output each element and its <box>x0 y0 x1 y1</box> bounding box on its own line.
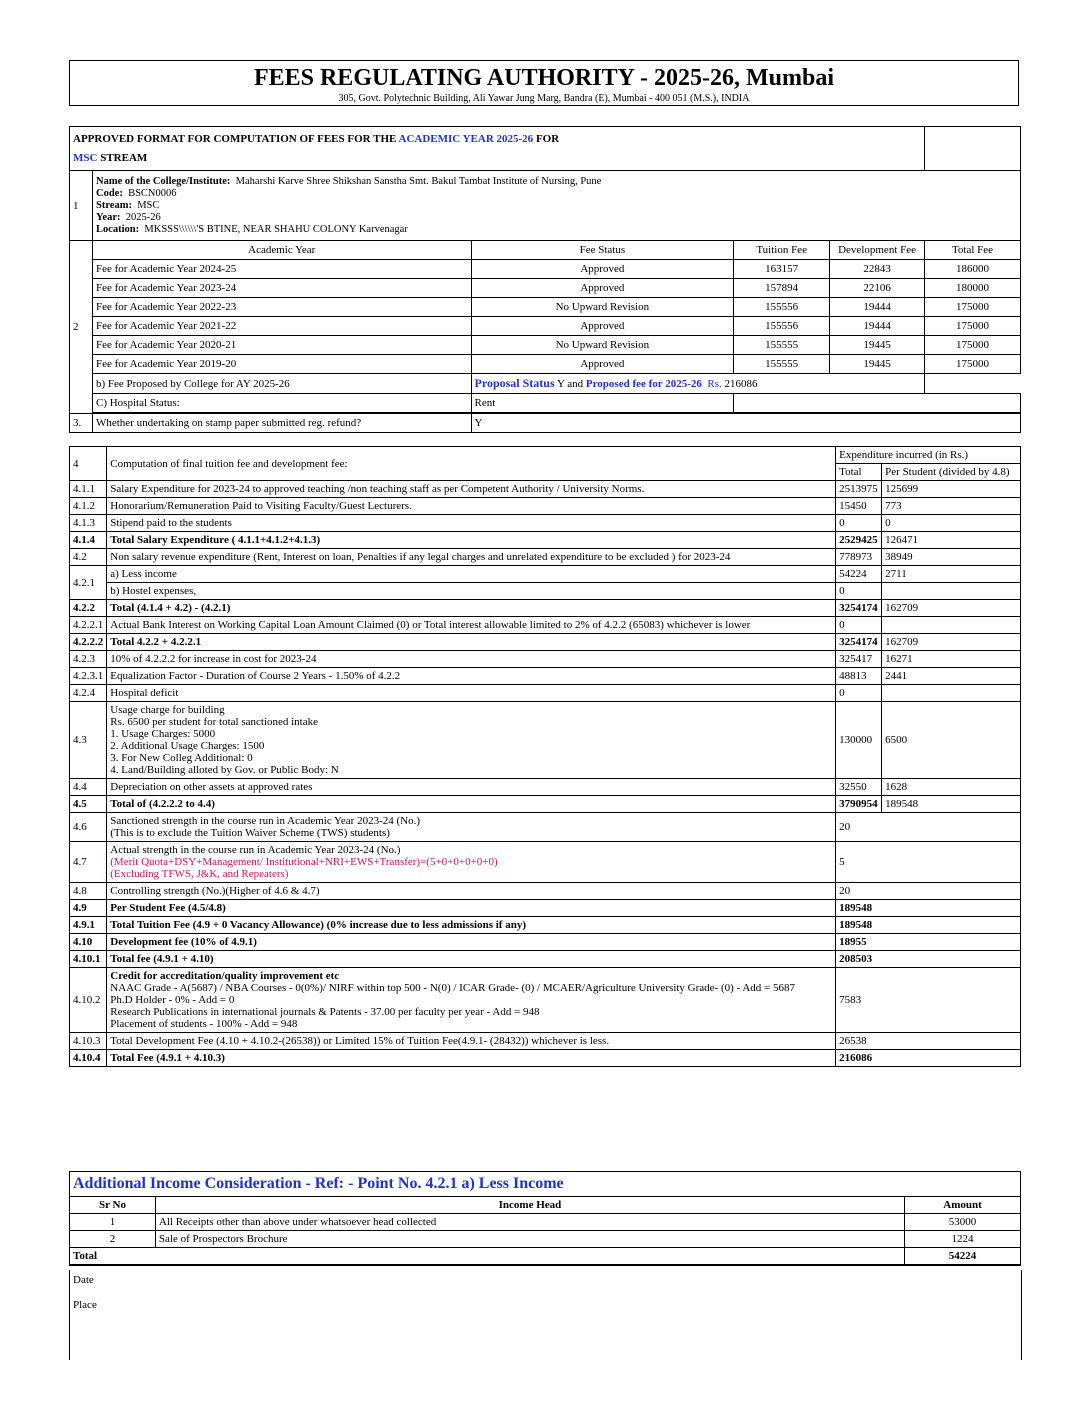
row-number: 4.2.3 <box>70 651 107 668</box>
row-per-student: 1628 <box>882 779 1021 796</box>
row-per-student: 773 <box>882 498 1021 515</box>
row-number: 3. <box>70 414 93 433</box>
computation-row <box>70 796 1021 813</box>
row-number: 4.6 <box>70 813 107 842</box>
row-total: 0 <box>836 685 882 702</box>
row-description: Total Development Fee (4.10 + 4.10.2-(26538)) or Limited 15% of Tuition Fee(4.9.1- (28432)) whichever is less. <box>107 1033 836 1050</box>
row-per-student: 162709 <box>882 634 1021 651</box>
computation-row <box>70 651 1021 668</box>
row-per-student: 189548 <box>882 796 1021 813</box>
computation-row <box>70 481 1021 498</box>
row-description: Total of (4.2.2.2 to 4.4) <box>107 796 836 813</box>
college-info: Name of the College/Institute: Maharshi Karve Shree Shikshan Sanstha Smt. Bakul Tambat Institute of Nursing, Pune Code: BSCN0006 Stream: MSC Year: 2025-26 Location: MKSSS\\\\\\'S BTINE, NEAR SHAHU COLONY Karvenagar <box>92 171 1020 241</box>
row-description: a) Less income <box>107 566 836 583</box>
computation-row <box>70 668 1021 685</box>
row-number: 4.1.1 <box>70 481 107 498</box>
usage-total: 130000 <box>836 702 882 779</box>
row-total: 3254174 <box>836 600 882 617</box>
computation-row <box>70 917 1021 934</box>
credit-details: Credit for accreditation/quality improvement etc NAAC Grade - A(5687) / NBA Courses - 0(0%)/ NIRF within top 500 - N(0) / ICAR Grade- (0) / MCAER/Agriculture University Grade- (0) - Add = 5687 Ph.D Holder - 0% - Add = 0 Research Publications in international journals & Patents - 37.00 per faculty per year - Add = 948 Placement of students - 100% - Add = 948 <box>107 968 836 1033</box>
undertaking-value: Y <box>471 414 1021 433</box>
sanctioned-strength-value: 20 <box>836 813 1021 842</box>
computation-row <box>70 934 1021 951</box>
table-row: 1 All Receipts other than above under whatsoever head collected 53000 <box>70 1214 1021 1231</box>
row-per-student: 2711 <box>882 566 1021 583</box>
total-header: Total <box>836 464 882 481</box>
row-description: Per Student Fee (4.5/4.8) <box>107 900 836 917</box>
page-title: FEES REGULATING AUTHORITY - 2025-26, Mumbai <box>253 65 835 91</box>
row-description: Total fee (4.9.1 + 4.10) <box>107 951 836 968</box>
row-description: Honorarium/Remuneration Paid to Visiting Faculty/Guest Lecturers. <box>107 498 836 515</box>
college-details-table <box>69 126 1021 433</box>
fee-history-row: Fee for Academic Year 2019-20 Approved 155555 19445 175000 <box>70 355 1021 374</box>
date-label: Date <box>73 1274 94 1286</box>
per-student-header: Per Student (divided by 4.8) <box>882 464 1021 481</box>
row-total: 0 <box>836 515 882 532</box>
row-number: 4.9.1 <box>70 917 107 934</box>
blank-cell <box>734 394 1021 413</box>
computation-row <box>70 900 1021 917</box>
additional-income-title: Additional Income Consideration - Ref: - Point No. 4.2.1 a) Less Income <box>70 1172 1021 1197</box>
computation-row <box>70 600 1021 617</box>
row-number: 2 <box>70 241 93 414</box>
row-number: 4.1.2 <box>70 498 107 515</box>
row-per-student <box>882 685 1021 702</box>
authority-address: 305, Govt. Polytechnic Building, Ali Yawar Jung Marg, Bandra (E), Mumbai - 400 051 (M.S.), INDIA <box>338 93 750 104</box>
row-per-student: 125699 <box>882 481 1021 498</box>
sanctioned-strength-desc: Sanctioned strength in the course run in Academic Year 2023-24 (No.) (This is to exclude the Tuition Waiver Scheme (TWS) students) <box>107 813 836 842</box>
proposed-fee-label: b) Fee Proposed by College for AY 2025-26 <box>92 374 471 394</box>
hospital-label: C) Hospital Status: <box>92 394 471 413</box>
row-number: 4.7 <box>70 842 107 883</box>
actual-strength-value: 5 <box>836 842 1021 883</box>
signature-area <box>69 1270 1022 1360</box>
college-year: 2025-26 <box>125 211 161 223</box>
amount-header: Amount <box>905 1197 1021 1214</box>
row-description: Actual Bank Interest on Working Capital Loan Amount Claimed (0) or Total interest allowable limited to 2% of 4.2.2 (65083) whichever is lower <box>107 617 836 634</box>
row-description: Salary Expenditure for 2023-24 to approved teaching /non teaching staff as per Competent Authority / University Norms. <box>107 481 836 498</box>
computation-row <box>70 583 1021 600</box>
computation-row <box>70 634 1021 651</box>
fees-header-development: Development Fee <box>830 241 925 260</box>
college-name: Maharshi Karve Shree Shikshan Sanstha Smt. Bakul Tambat Institute of Nursing, Pune <box>235 175 602 187</box>
row-number: 4.10.2 <box>70 968 107 1033</box>
row-description: Hospital deficit <box>107 685 836 702</box>
fee-history-row: Fee for Academic Year 2021-22 Approved 155556 19444 175000 <box>70 317 1021 336</box>
row-total: 48813 <box>836 668 882 685</box>
actual-strength-desc: Actual strength in the course run in Academic Year 2023-24 (No.) (Merit Quota+DSY+Management/ Institutional+NRI+EWS+Transfer)=(5+0+0+0+0+0) (Excluding TFWS, J&K, and Repeaters) <box>107 842 836 883</box>
row-description: Stipend paid to the students <box>107 515 836 532</box>
fees-header-status: Fee Status <box>471 241 734 260</box>
computation-row <box>70 883 1021 900</box>
row-value: 18955 <box>836 934 1021 951</box>
computation-row <box>70 1050 1021 1067</box>
college-stream: MSC <box>137 199 160 211</box>
row-per-student: 16271 <box>882 651 1021 668</box>
row-number: 4.10.3 <box>70 1033 107 1050</box>
fees-header-year: Academic Year <box>92 241 471 260</box>
computation-rows <box>70 779 1021 813</box>
row-description: Depreciation on other assets at approved rates <box>107 779 836 796</box>
row-total: 778973 <box>836 549 882 566</box>
proposed-fee-value: 216086 <box>721 378 758 390</box>
row-number: 4.10.1 <box>70 951 107 968</box>
row-number: 4.2.3.1 <box>70 668 107 685</box>
undertaking-label: Whether undertaking on stamp paper submitted reg. refund? <box>92 414 471 433</box>
row-description: Total Tuition Fee (4.9 + 0 Vacancy Allowance) (0% increase due to less admissions if any) <box>107 917 836 934</box>
computation-rows <box>70 481 1021 702</box>
row-total: 3790954 <box>836 796 882 813</box>
row-total: 54224 <box>836 566 882 583</box>
fee-history-row: Fee for Academic Year 2023-24 Approved 157894 22106 180000 <box>70 279 1021 298</box>
row-description: Total (4.1.4 + 4.2) - (4.2.1) <box>107 600 836 617</box>
row-number: 4.2 <box>70 549 107 566</box>
row-description: Equalization Factor - Duration of Course 2 Years - 1.50% of 4.2.2 <box>107 668 836 685</box>
credit-value: 7583 <box>836 968 1021 1033</box>
hospital-value: Rent <box>471 394 734 413</box>
row-number: 4.2.2.2 <box>70 634 107 651</box>
computation-row <box>70 617 1021 634</box>
row-number: 4.3 <box>70 702 107 779</box>
row-description: Total Salary Expenditure ( 4.1.1+4.1.2+4.1.3) <box>107 532 836 549</box>
row-value: 26538 <box>836 1033 1021 1050</box>
income-head-header: Income Head <box>155 1197 904 1214</box>
proposal-status: Proposal Status Y and Proposed fee for 2025-26 Rs. 216086 <box>471 374 925 394</box>
additional-income-table <box>69 1171 1021 1266</box>
row-total: 325417 <box>836 651 882 668</box>
computation-row <box>70 1033 1021 1050</box>
row-description: Development fee (10% of 4.9.1) <box>107 934 836 951</box>
row-value: 189548 <box>836 917 1021 934</box>
page-header <box>69 60 1019 106</box>
row-number: 4.2.1 <box>70 566 107 600</box>
row-description: Non salary revenue expenditure (Rent, Interest on loan, Penalties if any legal charges and unrelated expenditure to be excluded ) for 2023-24 <box>107 549 836 566</box>
computation-row <box>70 951 1021 968</box>
usage-charge-details: Usage charge for building Rs. 6500 per student for total sanctioned intake 1. Usage Charges: 5000 2. Additional Usage Charges: 1500 3. For New Colleg Additional: 0 4. Land/Building alloted by Gov. or Public Body: N <box>107 702 836 779</box>
college-location: MKSSS\\\\\\'S BTINE, NEAR SHAHU COLONY Karvenagar <box>144 223 408 235</box>
fee-history-row: Fee for Academic Year 2024-25 Approved 163157 22843 186000 <box>70 260 1021 279</box>
section-label: Computation of final tuition fee and development fee: <box>107 447 836 481</box>
computation-row <box>70 779 1021 796</box>
fee-history-row: Fee for Academic Year 2022-23 No Upward Revision 155556 19444 175000 <box>70 298 1021 317</box>
row-description: Controlling strength (No.)(Higher of 4.6 & 4.7) <box>107 883 836 900</box>
place-label: Place <box>73 1299 97 1311</box>
row-description: 10% of 4.2.2.2 for increase in cost for 2023-24 <box>107 651 836 668</box>
computation-row <box>70 685 1021 702</box>
row-total: 15450 <box>836 498 882 515</box>
computation-rows <box>70 883 1021 968</box>
row-per-student: 38949 <box>882 549 1021 566</box>
row-total: 0 <box>836 617 882 634</box>
title-blank-cell <box>925 127 1021 171</box>
row-per-student <box>882 617 1021 634</box>
row-number: 4.10.4 <box>70 1050 107 1067</box>
total-amount: 54224 <box>905 1248 1021 1266</box>
row-value: 208503 <box>836 951 1021 968</box>
section-number: 4 <box>70 447 107 481</box>
computation-row <box>70 566 1021 583</box>
format-title: APPROVED FORMAT FOR COMPUTATION OF FEES FOR THE ACADEMIC YEAR 2025-26 FOR MSC STREAM <box>70 127 925 171</box>
computation-rows <box>70 1033 1021 1067</box>
row-per-student: 162709 <box>882 600 1021 617</box>
college-code: BSCN0006 <box>128 187 177 199</box>
computation-row <box>70 532 1021 549</box>
row-total: 2529425 <box>836 532 882 549</box>
row-number: 4.10 <box>70 934 107 951</box>
row-description: Total Fee (4.9.1 + 4.10.3) <box>107 1050 836 1067</box>
row-total: 0 <box>836 583 882 600</box>
fee-history-row: Fee for Academic Year 2020-21 No Upward Revision 155555 19445 175000 <box>70 336 1021 355</box>
row-value: 20 <box>836 883 1021 900</box>
blank-cell <box>925 374 1021 394</box>
row-description: Total 4.2.2 + 4.2.2.1 <box>107 634 836 651</box>
row-number: 1 <box>70 171 93 241</box>
row-per-student: 2441 <box>882 668 1021 685</box>
row-number: 4.4 <box>70 779 107 796</box>
row-number: 4.2.2.1 <box>70 617 107 634</box>
row-value: 189548 <box>836 900 1021 917</box>
row-per-student <box>882 583 1021 600</box>
row-total: 32550 <box>836 779 882 796</box>
fees-header-tuition: Tuition Fee <box>734 241 830 260</box>
usage-per-student: 6500 <box>882 702 1021 779</box>
srno-header: Sr No <box>70 1197 156 1214</box>
row-number: 4.1.4 <box>70 532 107 549</box>
row-per-student: 126471 <box>882 532 1021 549</box>
row-per-student: 0 <box>882 515 1021 532</box>
row-number: 4.2.2 <box>70 600 107 617</box>
row-total: 3254174 <box>836 634 882 651</box>
expenditure-header: Expenditure incurred (in Rs.) <box>836 447 1021 464</box>
computation-row <box>70 549 1021 566</box>
computation-row <box>70 515 1021 532</box>
fees-header-total: Total Fee <box>925 241 1021 260</box>
total-label: Total <box>70 1248 905 1266</box>
row-total: 2513975 <box>836 481 882 498</box>
row-description: b) Hostel expenses, <box>107 583 836 600</box>
row-number: 4.8 <box>70 883 107 900</box>
computation-row <box>70 498 1021 515</box>
table-row: 2 Sale of Prospectors Brochure 1224 <box>70 1231 1021 1248</box>
row-value: 216086 <box>836 1050 1021 1067</box>
row-number: 4.1.3 <box>70 515 107 532</box>
row-number: 4.9 <box>70 900 107 917</box>
computation-table <box>69 446 1021 1067</box>
row-number: 4.2.4 <box>70 685 107 702</box>
row-number: 4.5 <box>70 796 107 813</box>
